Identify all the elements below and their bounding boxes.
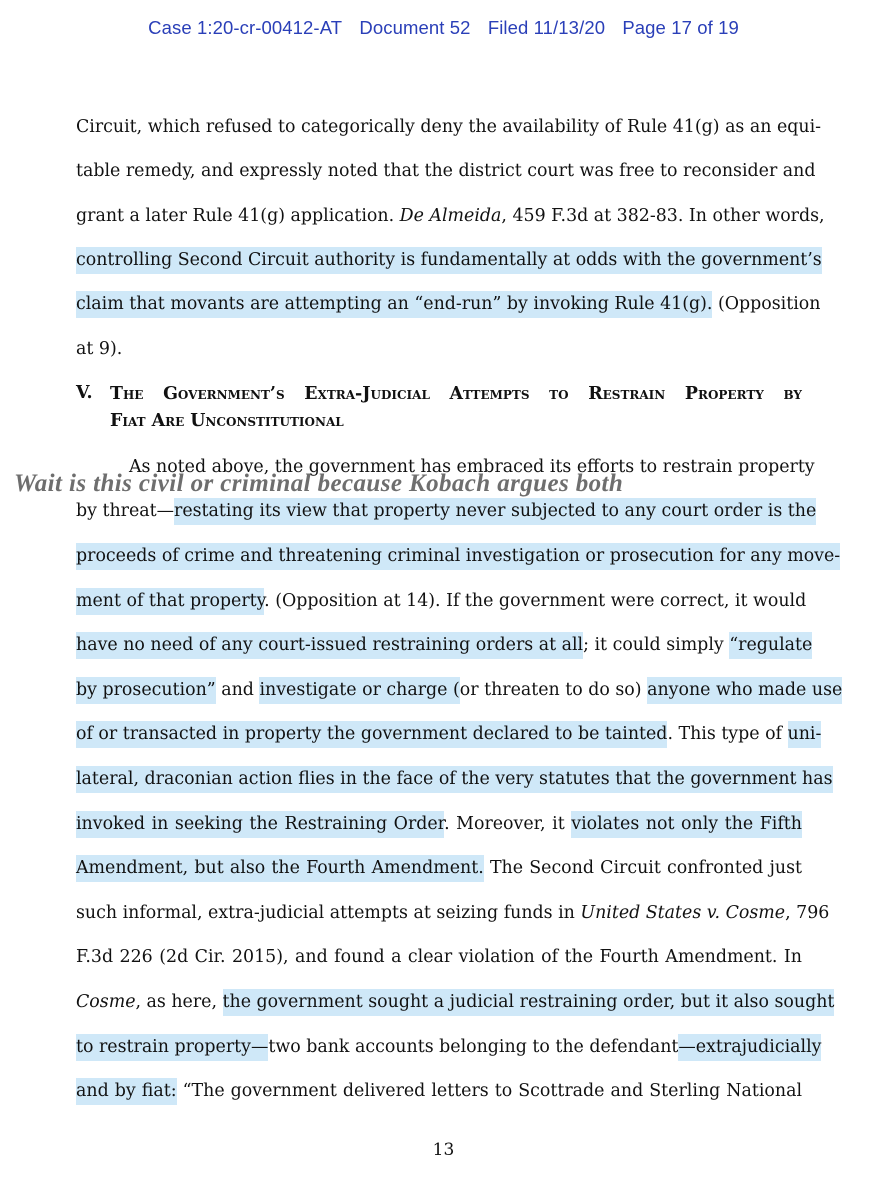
highlight: to restrain property— bbox=[76, 1034, 268, 1061]
text-line: invoked in seeking the Restraining Order. Moreover, it violates not only the Fifth bbox=[76, 813, 802, 835]
filed-date: Filed 11/13/20 bbox=[487, 17, 606, 38]
text-line: As noted above, the government has embraced its efforts to restrain property bbox=[129, 457, 815, 477]
highlight: investigate or charge ( bbox=[259, 677, 459, 704]
text-line: Circuit, which refused to categorically deny the availability of Rule 41(g) as an equi- bbox=[76, 117, 822, 137]
page-number: 13 bbox=[432, 1140, 455, 1160]
text-line: to restrain property—two bank accounts belonging to the defendant—extrajudicially bbox=[76, 1036, 802, 1058]
text-line: at 9). bbox=[76, 339, 123, 359]
highlight: have no need of any court-issued restraining orders at all bbox=[76, 632, 583, 659]
case-number: Case 1:20-cr-00412-AT bbox=[148, 17, 343, 38]
highlight: controlling Second Circuit authority is fundamentally at odds with the government’s bbox=[76, 247, 822, 274]
section-title: Fiat Are Unconstitutional bbox=[110, 411, 344, 431]
text-line: grant a later Rule 41(g) application. De Almeida, 459 F.3d at 382-83. In other words, bbox=[76, 206, 825, 226]
highlight: violates not only the Fifth bbox=[571, 811, 802, 838]
text-line: table remedy, and expressly noted that the district court was free to reconsider and bbox=[76, 161, 816, 181]
highlight: claim that movants are attempting an “end-run” by invoking Rule 41(g). bbox=[76, 291, 712, 318]
text-line: by threat—restating its view that property never subjected to any court order is the bbox=[76, 500, 802, 522]
section-title: The Government’s Extra-Judicial Attempts to Restrain Property by bbox=[110, 384, 802, 404]
highlight: “regulate bbox=[729, 632, 812, 659]
text-line: Amendment, but also the Fourth Amendment. The Second Circuit confronted just bbox=[76, 857, 802, 879]
text-line bbox=[76, 768, 833, 790]
highlight: restating its view that property never subjected to any court order is the bbox=[174, 498, 816, 525]
text-line: and by fiat: “The government delivered letters to Scottrade and Sterling National bbox=[76, 1080, 802, 1102]
highlight: uni- bbox=[788, 721, 822, 748]
text-line bbox=[76, 249, 822, 271]
text-line: of or transacted in property the government declared to be tainted. This type of uni- bbox=[76, 723, 802, 745]
highlight: — bbox=[678, 1034, 695, 1061]
highlight: by prosecution” bbox=[76, 677, 216, 704]
highlight: of or transacted in property the government declared to be tainted bbox=[76, 721, 667, 748]
text-line: have no need of any court-issued restraining orders at all; it could simply “regulate bbox=[76, 634, 802, 656]
highlight: anyone who made use bbox=[647, 677, 842, 704]
document-header bbox=[0, 17, 887, 39]
highlight: the government sought a judicial restraining order, but it also sought bbox=[223, 989, 835, 1016]
text-line: ment of that property. (Opposition at 14). If the government were correct, it would bbox=[76, 590, 802, 612]
overlay-annotation: Wait is this civil or criminal because Kobach argues both bbox=[14, 470, 624, 497]
section-number: V. bbox=[76, 383, 93, 403]
page-indicator: Page 17 of 19 bbox=[622, 17, 739, 38]
text-line: Cosme, as here, the government sought a judicial restraining order, but it also sought bbox=[76, 991, 802, 1013]
highlight: lateral, draconian action flies in the face of the very statutes that the government has bbox=[76, 766, 833, 793]
highlight: invoked in seeking the Restraining Order bbox=[76, 811, 444, 838]
case-citation: United States v. Cosme bbox=[580, 903, 786, 923]
text-line: by prosecution” and investigate or charge (or threaten to do so) anyone who made use bbox=[76, 679, 802, 701]
case-citation: De Almeida bbox=[399, 206, 502, 226]
text-line bbox=[76, 545, 841, 567]
highlight: extrajudicially bbox=[696, 1034, 822, 1061]
highlight: proceeds of crime and threatening criminal investigation or prosecution for any move- bbox=[76, 543, 840, 570]
text-line: claim that movants are attempting an “end-run” by invoking Rule 41(g). (Opposition bbox=[76, 293, 802, 315]
document-number: Document 52 bbox=[359, 17, 471, 38]
text-line: such informal, extra-judicial attempts at seizing funds in United States v. Cosme, 796 bbox=[76, 903, 830, 923]
highlight: and by fiat: bbox=[76, 1078, 177, 1105]
case-citation: Cosme bbox=[76, 992, 136, 1012]
text-line: F.3d 226 (2d Cir. 2015), and found a clear violation of the Fourth Amendment. In bbox=[76, 947, 802, 967]
highlight: Amendment, but also the Fourth Amendment. bbox=[76, 855, 484, 882]
highlight: ment of that property bbox=[76, 588, 264, 615]
